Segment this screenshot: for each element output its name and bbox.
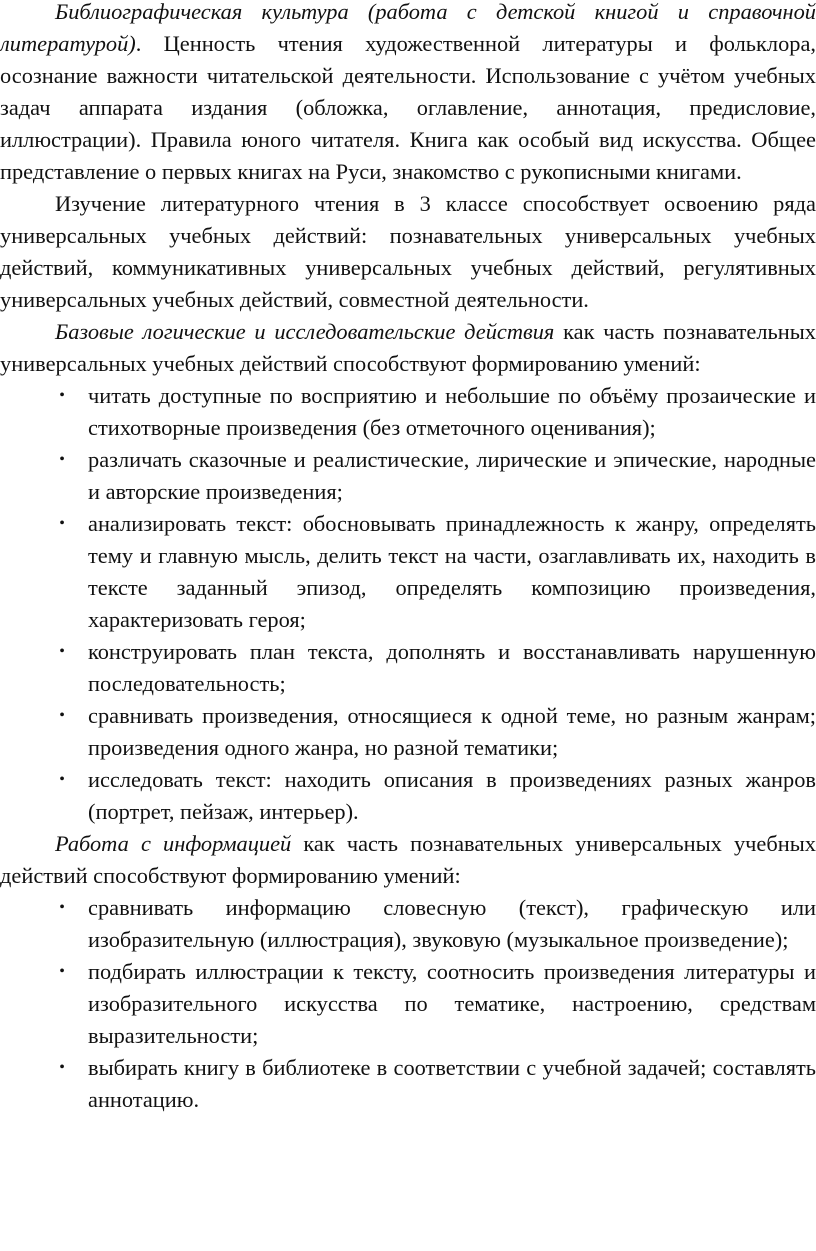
italic-heading: Работа с информацией (55, 831, 292, 856)
list-item-text: исследовать текст: находить описания в произведениях разных жанров (портрет, пейзаж, интерьер). (88, 767, 816, 824)
paragraph-text: Изучение литературного чтения в 3 классе способствует освоению ряда универсальных учебных действий: познавательных универсальных учебных действий, коммуникативных универсальных учебных действий, регулятивных универсальных учебных действий, совместной деятельности. (0, 191, 816, 312)
bullet-icon: • (59, 899, 65, 916)
list-item-text: выбирать книгу в библиотеке в соответствии с учебной задачей; составлять аннотацию. (88, 1055, 816, 1112)
paragraph-information-work (0, 828, 816, 892)
paragraph-text: как часть познавательных универсальных учебных действий способствуют формированию умений: (0, 831, 816, 888)
bullet-icon: • (59, 963, 65, 980)
list-item-text: подбирать иллюстрации к тексту, соотносить произведения литературы и изобразительного искусства по тематике, настроению, средствам выразительности; (88, 959, 816, 1048)
list-item-text: анализировать текст: обосновывать принадлежность к жанру, определять тему и главную мысль, делить текст на части, озаглавливать их, находить в тексте заданный эпизод, определять композицию произведения, характеризовать героя; (88, 511, 816, 632)
bullet-icon: • (59, 451, 65, 468)
list-logical-skills (0, 380, 816, 828)
list-item-text: читать доступные по восприятию и небольшие по объёму прозаические и стихотворные произведения (без отметочного оценивания); (88, 383, 816, 440)
paragraph-logical-actions (0, 316, 816, 380)
list-item-text: различать сказочные и реалистические, лирические и эпические, народные и авторские произведения; (88, 447, 816, 504)
bullet-icon: • (59, 515, 65, 532)
bullet-icon: • (59, 1059, 65, 1076)
list-item-text: сравнивать информацию словесную (текст), графическую или изобразительную (иллюстрация), звуковую (музыкальное произведение); (88, 895, 816, 952)
paragraph-text: как часть познавательных универсальных учебных действий способствуют формированию умений: (0, 319, 816, 376)
paragraph-text: . Ценность чтения художественной литературы и фольклора, осознание важности читательской деятельности. Использование с учётом учебных задач аппарата издания (обложка, оглавление, аннотация, предисловие, иллюстрации). Правила юного читателя. Книга как особый вид искусства. Общее представление о первых книгах на Руси, знакомство с рукописными книгами. (0, 31, 816, 184)
paragraph-bibliographic-culture (0, 0, 816, 188)
list-item (0, 892, 816, 956)
paragraph-study-overview (0, 188, 816, 316)
list-item-text: сравнивать произведения, относящиеся к одной теме, но разным жанрам; произведения одного жанра, но разной тематики; (88, 703, 816, 760)
italic-heading: Базовые логические и исследовательские действия (55, 319, 555, 344)
bullet-icon: • (59, 771, 65, 788)
list-item (0, 444, 816, 508)
list-item (0, 508, 816, 636)
list-information-skills (0, 892, 816, 1116)
list-item (0, 764, 816, 828)
bullet-icon: • (59, 707, 65, 724)
list-item (0, 636, 816, 700)
list-item (0, 700, 816, 764)
italic-heading: Библиографическая культура (работа с детской книгой и справочной литературой) (0, 0, 816, 56)
list-item (0, 956, 816, 1052)
list-item-text: конструировать план текста, дополнять и восстанавливать нарушенную последовательность; (88, 639, 816, 696)
bullet-icon: • (59, 643, 65, 660)
bullet-icon: • (59, 387, 65, 404)
list-item (0, 1052, 816, 1116)
list-item (0, 380, 816, 444)
